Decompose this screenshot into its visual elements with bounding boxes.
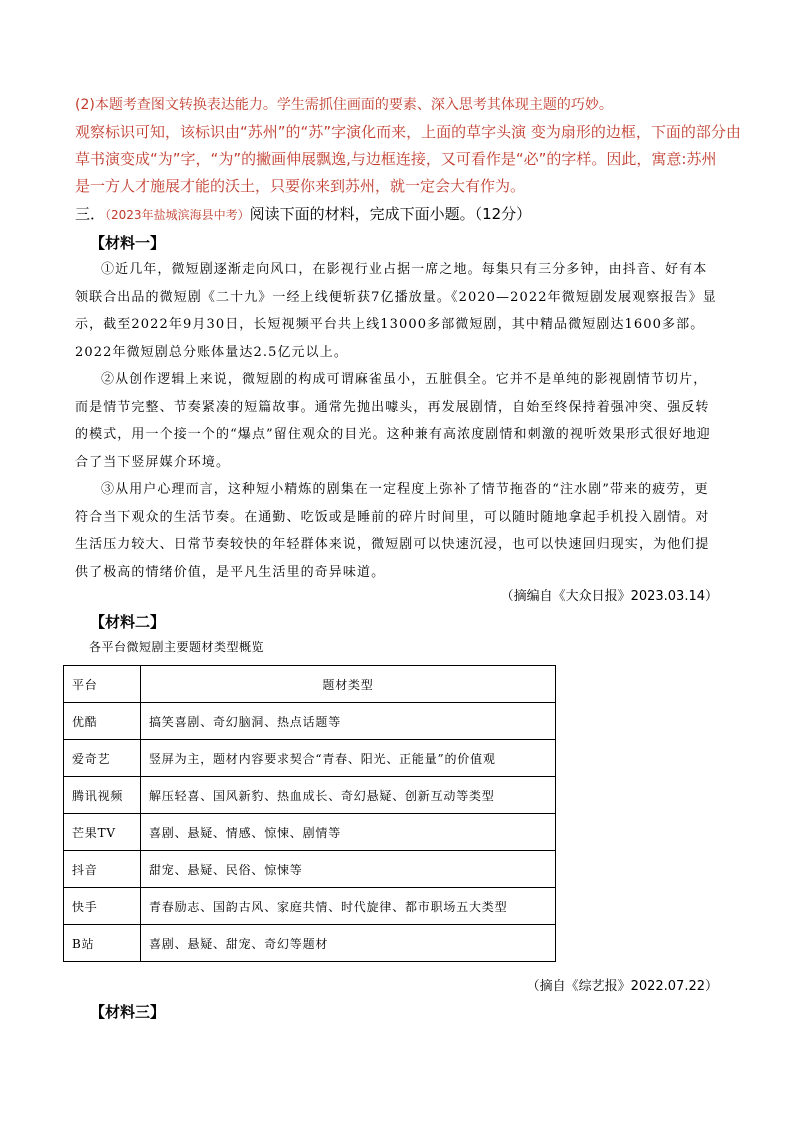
question-source-open: （ [105, 208, 112, 222]
platform-cell: 芒果TV [64, 814, 141, 851]
material-1-heading: 【材料一】 [90, 234, 166, 252]
genre-cell: 青春励志、国韵古风、家庭共情、时代旋律、都市职场五大类型 [141, 888, 556, 925]
material-1-paragraph-2: ②从创作逻辑上来说，微短剧的构成可谓麻雀虽小，五脏俱全。它并不是单纯的影视剧情节切片，而是情节完整、节奏紧凑的短篇故事。通常先抛出噱头，再发展剧情，自始至终保持着强冲突、强反转的模式，用一个接一个的“爆点”留住观众的目光。这种兼有高浓度剧情和刺激的视听效果形式很好地迎合了当下竖屏媒介环境。 [75, 372, 711, 470]
table-row [64, 814, 556, 851]
answer-line-1: (2)本题考查图文转换表达能力。学生需抓住画面的要素、深入思考其体现主题的巧妙。 [75, 97, 613, 113]
material-3-heading: 【材料三】 [90, 1003, 166, 1021]
question-prompt: 阅读下面的材料，完成下面小题。（12分） [249, 205, 532, 223]
material-2-source: （摘自《综艺报》2022.07.22） [526, 979, 718, 994]
answer-line-2: 观察标识可知，该标识由“苏州”的“苏”字演化而来，上面的草字头演 变为扇形的边框，下面的部分由 [75, 123, 741, 141]
table-row [64, 851, 556, 888]
table-header-row [64, 666, 556, 703]
table-row [64, 888, 556, 925]
column-header-platform: 平台 [64, 666, 141, 703]
answer-line-4: 是一方人才施展才能的沃土，只要你来到苏州，就一定会大有作为。 [75, 177, 526, 195]
table-caption: 各平台微短剧主要题材类型概览 [89, 640, 265, 654]
genre-cell: 喜剧、悬疑、甜宠、奇幻等题材 [141, 925, 556, 962]
platform-cell: 优酷 [64, 703, 141, 740]
answer-line-3: 草书演变成“为”字，“为”的撇画伸展飘逸,与边框连接，又可看作是“必”的字样。因此，寓意:苏州 [75, 150, 717, 168]
material-1-source: （摘编自《大众日报》2023.03.14） [500, 589, 718, 604]
table-row [64, 777, 556, 814]
column-header-genre: 题材类型 [141, 666, 556, 703]
question-source-close: ） [237, 208, 250, 222]
material-1-paragraph-3: ③从用户心理而言，这种短小精炼的剧集在一定程度上弥补了情节拖沓的“注水剧”带来的疲劳，更符合当下观众的生活节奏。在通勤、吃饭或是睡前的碎片时间里，可以随时随地拿起手机投入剧情。对生活压力较大、日常节奏较快的年轻群体来说，微短剧可以快速沉浸，也可以快速回归现实，为他们提供了极高的情绪价值，是平凡生活里的奇异味道。 [75, 482, 710, 580]
platform-cell: 腾讯视频 [64, 777, 141, 814]
platform-cell: 爱奇艺 [64, 740, 141, 777]
genre-cell: 甜宠、悬疑、民俗、惊悚等 [141, 851, 556, 888]
platform-cell: 抖音 [64, 851, 141, 888]
platform-genre-table [63, 665, 556, 962]
genre-cell: 解压轻喜、国风新豹、热血成长、奇幻悬疑、创新互动等类型 [141, 777, 556, 814]
table-row [64, 925, 556, 962]
question-number: 三． [75, 205, 106, 223]
table-row [64, 703, 556, 740]
platform-cell: 快手 [64, 888, 141, 925]
material-2-heading: 【材料二】 [90, 613, 166, 631]
genre-cell: 喜剧、悬疑、情感、惊悚、剧情等 [141, 814, 556, 851]
genre-cell: 竖屏为主，题材内容要求契合“青春、阳光、正能量”的价值观 [141, 740, 556, 777]
platform-cell: B站 [64, 925, 141, 962]
table-row [64, 740, 556, 777]
genre-cell: 搞笑喜剧、奇幻脑洞、热点话题等 [141, 703, 556, 740]
question-source: 2023年盐城滨海县中考 [111, 208, 238, 222]
material-1-paragraph-1: ①近几年，微短剧逐渐走向风口，在影视行业占据一席之地。每集只有三分多钟，由抖音、好有本领联合出品的微短剧《二十九》一经上线便斩获7亿播放量。《2020—2022年微短剧发展观察报告》显示，截至2022年9月30日，长短视频平台共上线13000多部微短剧，其中精品微短剧达1600多部。2022年微短剧总分账体量达2.5亿元以上。 [75, 262, 717, 360]
question-line [75, 203, 531, 224]
